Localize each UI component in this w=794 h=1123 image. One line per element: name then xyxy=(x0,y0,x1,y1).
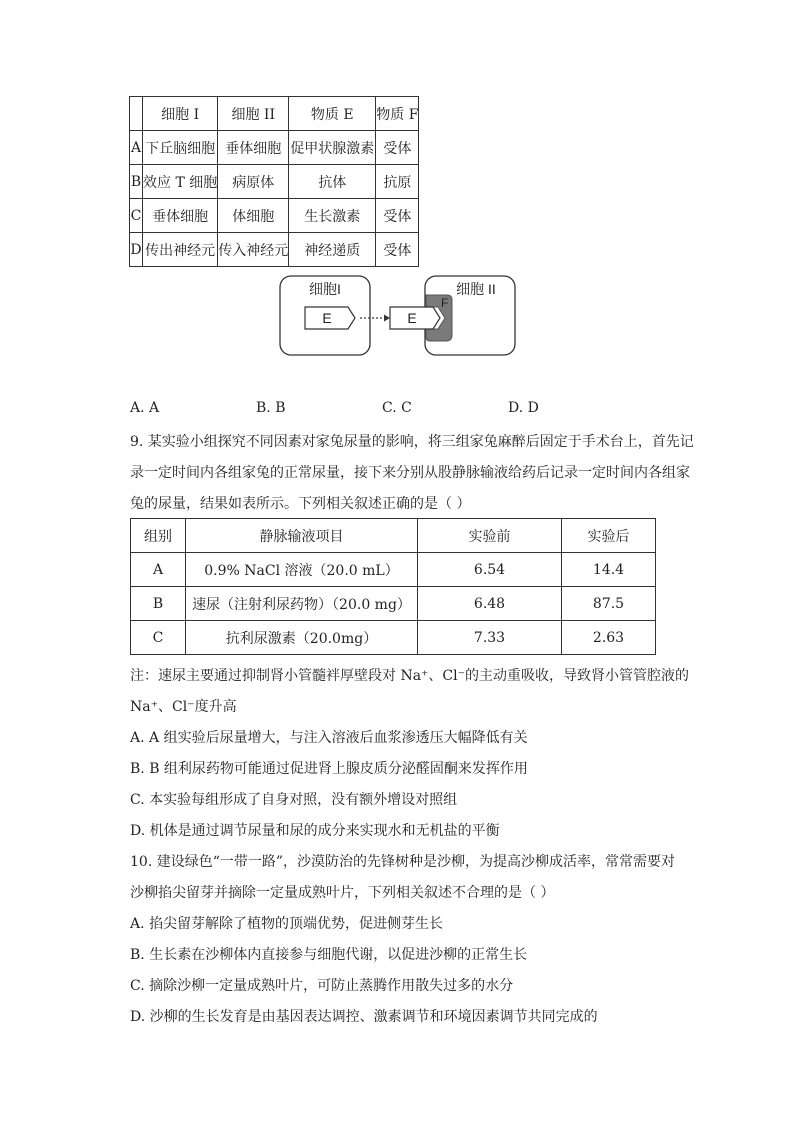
receptor-f-label: F xyxy=(441,296,449,310)
cell-one-label: 细胞I xyxy=(309,281,341,297)
table-cell: 实验后 xyxy=(562,519,656,553)
table-cell: 传入神经元 xyxy=(218,233,289,267)
table-cell: 2.63 xyxy=(562,621,656,655)
table-cell: A xyxy=(131,553,186,587)
table-cell: 下丘脑细胞 xyxy=(143,131,218,165)
table-cell: B xyxy=(131,587,186,621)
table-row xyxy=(130,131,419,165)
q10-stem-line: 10. 建设绿色“一带一路”，沙漠防治的先锋树种是沙柳，为提高沙柳成活率，常常需要对 xyxy=(130,854,676,870)
q8-option-d: D. D xyxy=(508,400,539,416)
table-row xyxy=(130,199,419,233)
q9-stem-line: 录一定时间内各组家兔的正常尿量，接下来分别从股静脉输液给药后记录一定时间内各组家 xyxy=(130,465,690,481)
table-cell: A xyxy=(130,131,143,165)
q9-stem-line: 9. 某实验小组探究不同因素对家兔尿量的影响，将三组家兔麻醉后固定于手术台上，首先记 xyxy=(130,434,694,450)
table-cell: 速尿（注射利尿药物）（20.0 mg） xyxy=(186,587,418,621)
table-cell: D xyxy=(130,233,143,267)
table-cell: 6.48 xyxy=(418,587,562,621)
table-cell: 抗原 xyxy=(376,165,419,199)
table-cell: 受体 xyxy=(376,233,419,267)
table-cell: 实验前 xyxy=(418,519,562,553)
table-cell: 体细胞 xyxy=(218,199,289,233)
q9-stem-line: 兔的尿量，结果如表所示。下列相关叙述正确的是（ ） xyxy=(130,496,471,512)
table-header-row xyxy=(130,97,419,131)
table-cell: B xyxy=(130,165,143,199)
cell-signal-table xyxy=(129,96,419,267)
signal-e-bound-label: E xyxy=(407,310,417,326)
arrow-head-icon xyxy=(384,315,390,322)
table-cell: 促甲状腺激素 xyxy=(289,131,376,165)
table-cell xyxy=(130,97,143,131)
table-row xyxy=(130,233,419,267)
table-cell: C xyxy=(131,621,186,655)
q9-note-line: 注：速尿主要通过抑制肾小管髓袢厚壁段对 Na⁺、Cl⁻的主动重吸收，导致肾小管管腔液的 xyxy=(130,668,690,684)
table-cell: 效应 T 细胞 xyxy=(143,165,218,199)
table-cell: 垂体细胞 xyxy=(218,131,289,165)
q8-option-a: A. A xyxy=(130,400,160,416)
table-cell: 细胞 II xyxy=(218,97,289,131)
urine-volume-table xyxy=(130,518,656,655)
table-row xyxy=(131,587,656,621)
q10-option-d: D. 沙柳的生长发育是由基因表达调控、激素调节和环境因素调节共同完成的 xyxy=(130,1009,598,1025)
table-cell: 87.5 xyxy=(562,587,656,621)
table-cell: 受体 xyxy=(376,199,419,233)
signal-e-label: E xyxy=(322,310,332,326)
q9-option-a: A. A 组实验后尿量增大，与注入溶液后血浆渗透压大幅降低有关 xyxy=(130,730,528,746)
cell-signal-diagram xyxy=(278,274,518,358)
table-cell: 神经递质 xyxy=(289,233,376,267)
table-cell: 抗体 xyxy=(289,165,376,199)
table-cell: 抗利尿激素（20.0mg） xyxy=(186,621,418,655)
table-cell: 物质 F xyxy=(376,97,419,131)
table-cell: 静脉输液项目 xyxy=(186,519,418,553)
table-cell: 7.33 xyxy=(418,621,562,655)
table-cell: 6.54 xyxy=(418,553,562,587)
cell-two-label: 细胞 II xyxy=(456,281,496,297)
q9-option-d: D. 机体是通过调节尿量和尿的成分来实现水和无机盐的平衡 xyxy=(130,823,500,839)
table-cell: 细胞 I xyxy=(143,97,218,131)
table-cell: C xyxy=(130,199,143,233)
table-cell: 病原体 xyxy=(218,165,289,199)
q10-option-c: C. 摘除沙柳一定量成熟叶片，可防止蒸腾作用散失过多的水分 xyxy=(130,978,514,994)
table-cell: 物质 E xyxy=(289,97,376,131)
q8-option-c: C. C xyxy=(382,400,412,416)
table-cell: 生长激素 xyxy=(289,199,376,233)
q10-stem-line: 沙柳掐尖留芽并摘除一定量成熟叶片，下列相关叙述不合理的是（ ） xyxy=(130,885,555,901)
table-cell: 传出神经元 xyxy=(143,233,218,267)
table-cell: 受体 xyxy=(376,131,419,165)
table-cell: 垂体细胞 xyxy=(143,199,218,233)
q9-option-b: B. B 组利尿药物可能通过促进肾上腺皮质分泌醛固酮来发挥作用 xyxy=(130,761,528,777)
q9-option-c: C. 本实验每组形成了自身对照，没有额外增设对照组 xyxy=(130,792,458,808)
table-cell: 0.9% NaCl 溶液（20.0 mL） xyxy=(186,553,418,587)
table-row xyxy=(131,621,656,655)
q10-option-a: A. 掐尖留芽解除了植物的顶端优势，促进侧芽生长 xyxy=(130,916,444,932)
q10-option-b: B. 生长素在沙柳体内直接参与细胞代谢，以促进沙柳的正常生长 xyxy=(130,947,528,963)
table-cell: 组别 xyxy=(131,519,186,553)
table-header-row xyxy=(131,519,656,553)
table-row xyxy=(131,553,656,587)
table-cell: 14.4 xyxy=(562,553,656,587)
table-row xyxy=(130,165,419,199)
q8-option-b: B. B xyxy=(256,400,286,416)
q9-note-line: Na⁺、Cl⁻度升高 xyxy=(130,699,237,715)
